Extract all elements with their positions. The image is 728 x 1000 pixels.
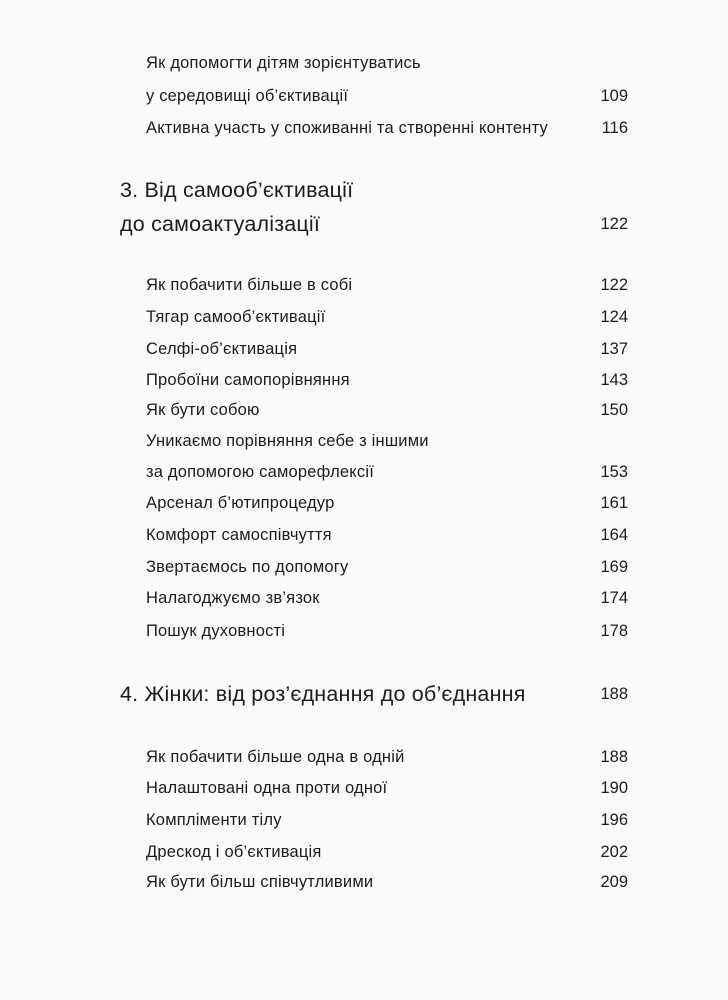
toc-entry-title: у середовищі об’єктивації (146, 87, 349, 105)
toc-entry-title: Налагоджуємо зв’язок (146, 589, 320, 607)
chapter-heading (120, 208, 628, 240)
toc-entry-page: 122 (600, 276, 628, 294)
toc-entry-page: 116 (601, 119, 628, 137)
toc-entry-page: 178 (600, 622, 628, 640)
chapter-title: 3. Від самооб’єктивації (120, 178, 354, 202)
toc-entry-title: Як допомогти дітям зорієнтуватись (146, 54, 421, 72)
toc-entry (146, 490, 628, 516)
toc-entry (146, 522, 628, 548)
toc-entry (146, 459, 628, 485)
toc-entry (146, 807, 628, 833)
toc-entry-page: 174 (600, 589, 628, 607)
toc-entry-page: 188 (600, 748, 628, 766)
toc-entry-title: Компліменти тілу (146, 811, 282, 829)
toc-entry-page: 161 (600, 494, 628, 512)
toc-entry-title: Селфі-об’єктивація (146, 340, 298, 358)
toc-entry-title: Звертаємось по допомогу (146, 558, 349, 576)
toc-entry-page: 109 (600, 87, 628, 105)
toc-entry-page: 209 (600, 873, 628, 891)
toc-entry-page: 202 (600, 843, 628, 861)
chapter-title: 4. Жінки: від роз’єднання до об’єднання (120, 682, 526, 706)
toc-entry-title: Як побачити більше в собі (146, 276, 353, 294)
toc-entry (146, 428, 628, 454)
toc-entry-title: Арсенал б’ютипроцедур (146, 494, 335, 512)
toc-entry (146, 115, 628, 141)
toc-entry-title: Пошук духовності (146, 622, 286, 640)
toc-entry-title: Як побачити більше одна в одній (146, 748, 405, 766)
chapter-page: 122 (600, 215, 628, 233)
toc-entry (146, 83, 628, 109)
toc-entry-page: 169 (600, 558, 628, 576)
toc-entry (146, 775, 628, 801)
chapter-heading (120, 678, 628, 710)
toc-entry (146, 554, 628, 580)
toc-entry (146, 367, 628, 393)
toc-entry (146, 618, 628, 644)
toc-entry (146, 585, 628, 611)
toc-entry (146, 304, 628, 330)
toc-entry-title: Як бути більш співчутливими (146, 873, 374, 891)
toc-entry-title: Налаштовані одна проти одної (146, 779, 388, 797)
toc-entry (146, 50, 628, 76)
toc-entry-page: 137 (600, 340, 628, 358)
chapter-page: 188 (600, 685, 628, 703)
toc-entry (146, 272, 628, 298)
toc-entry-title: Активна участь у споживанні та створенні контенту (146, 119, 548, 137)
toc-entry (146, 336, 628, 362)
chapter-heading (120, 174, 628, 206)
toc-entry-title: Уникаємо порівняння себе з іншими (146, 432, 429, 450)
toc-entry-title: Тягар самооб’єктивації (146, 308, 326, 326)
toc-entry-title: Пробоїни самопорівняння (146, 371, 350, 389)
toc-entry-page: 196 (600, 811, 628, 829)
toc-entry (146, 744, 628, 770)
toc-entry-page: 164 (600, 526, 628, 544)
toc-entry-page: 143 (600, 371, 628, 389)
toc-entry-page: 150 (600, 401, 628, 419)
chapter-title: до самоактуалізації (120, 212, 321, 236)
toc-entry-title: за допомогою саморефлексії (146, 463, 374, 481)
toc-entry-title: Комфорт самоспівчуття (146, 526, 332, 544)
toc-entry-title: Як бути собою (146, 401, 260, 419)
toc-entry-title: Дрескод і об’єктивація (146, 843, 322, 861)
toc-entry-page: 124 (600, 308, 628, 326)
toc-entry (146, 839, 628, 865)
toc-entry-page: 153 (600, 463, 628, 481)
toc-entry (146, 397, 628, 423)
toc-entry-page: 190 (600, 779, 628, 797)
toc-entry (146, 869, 628, 895)
